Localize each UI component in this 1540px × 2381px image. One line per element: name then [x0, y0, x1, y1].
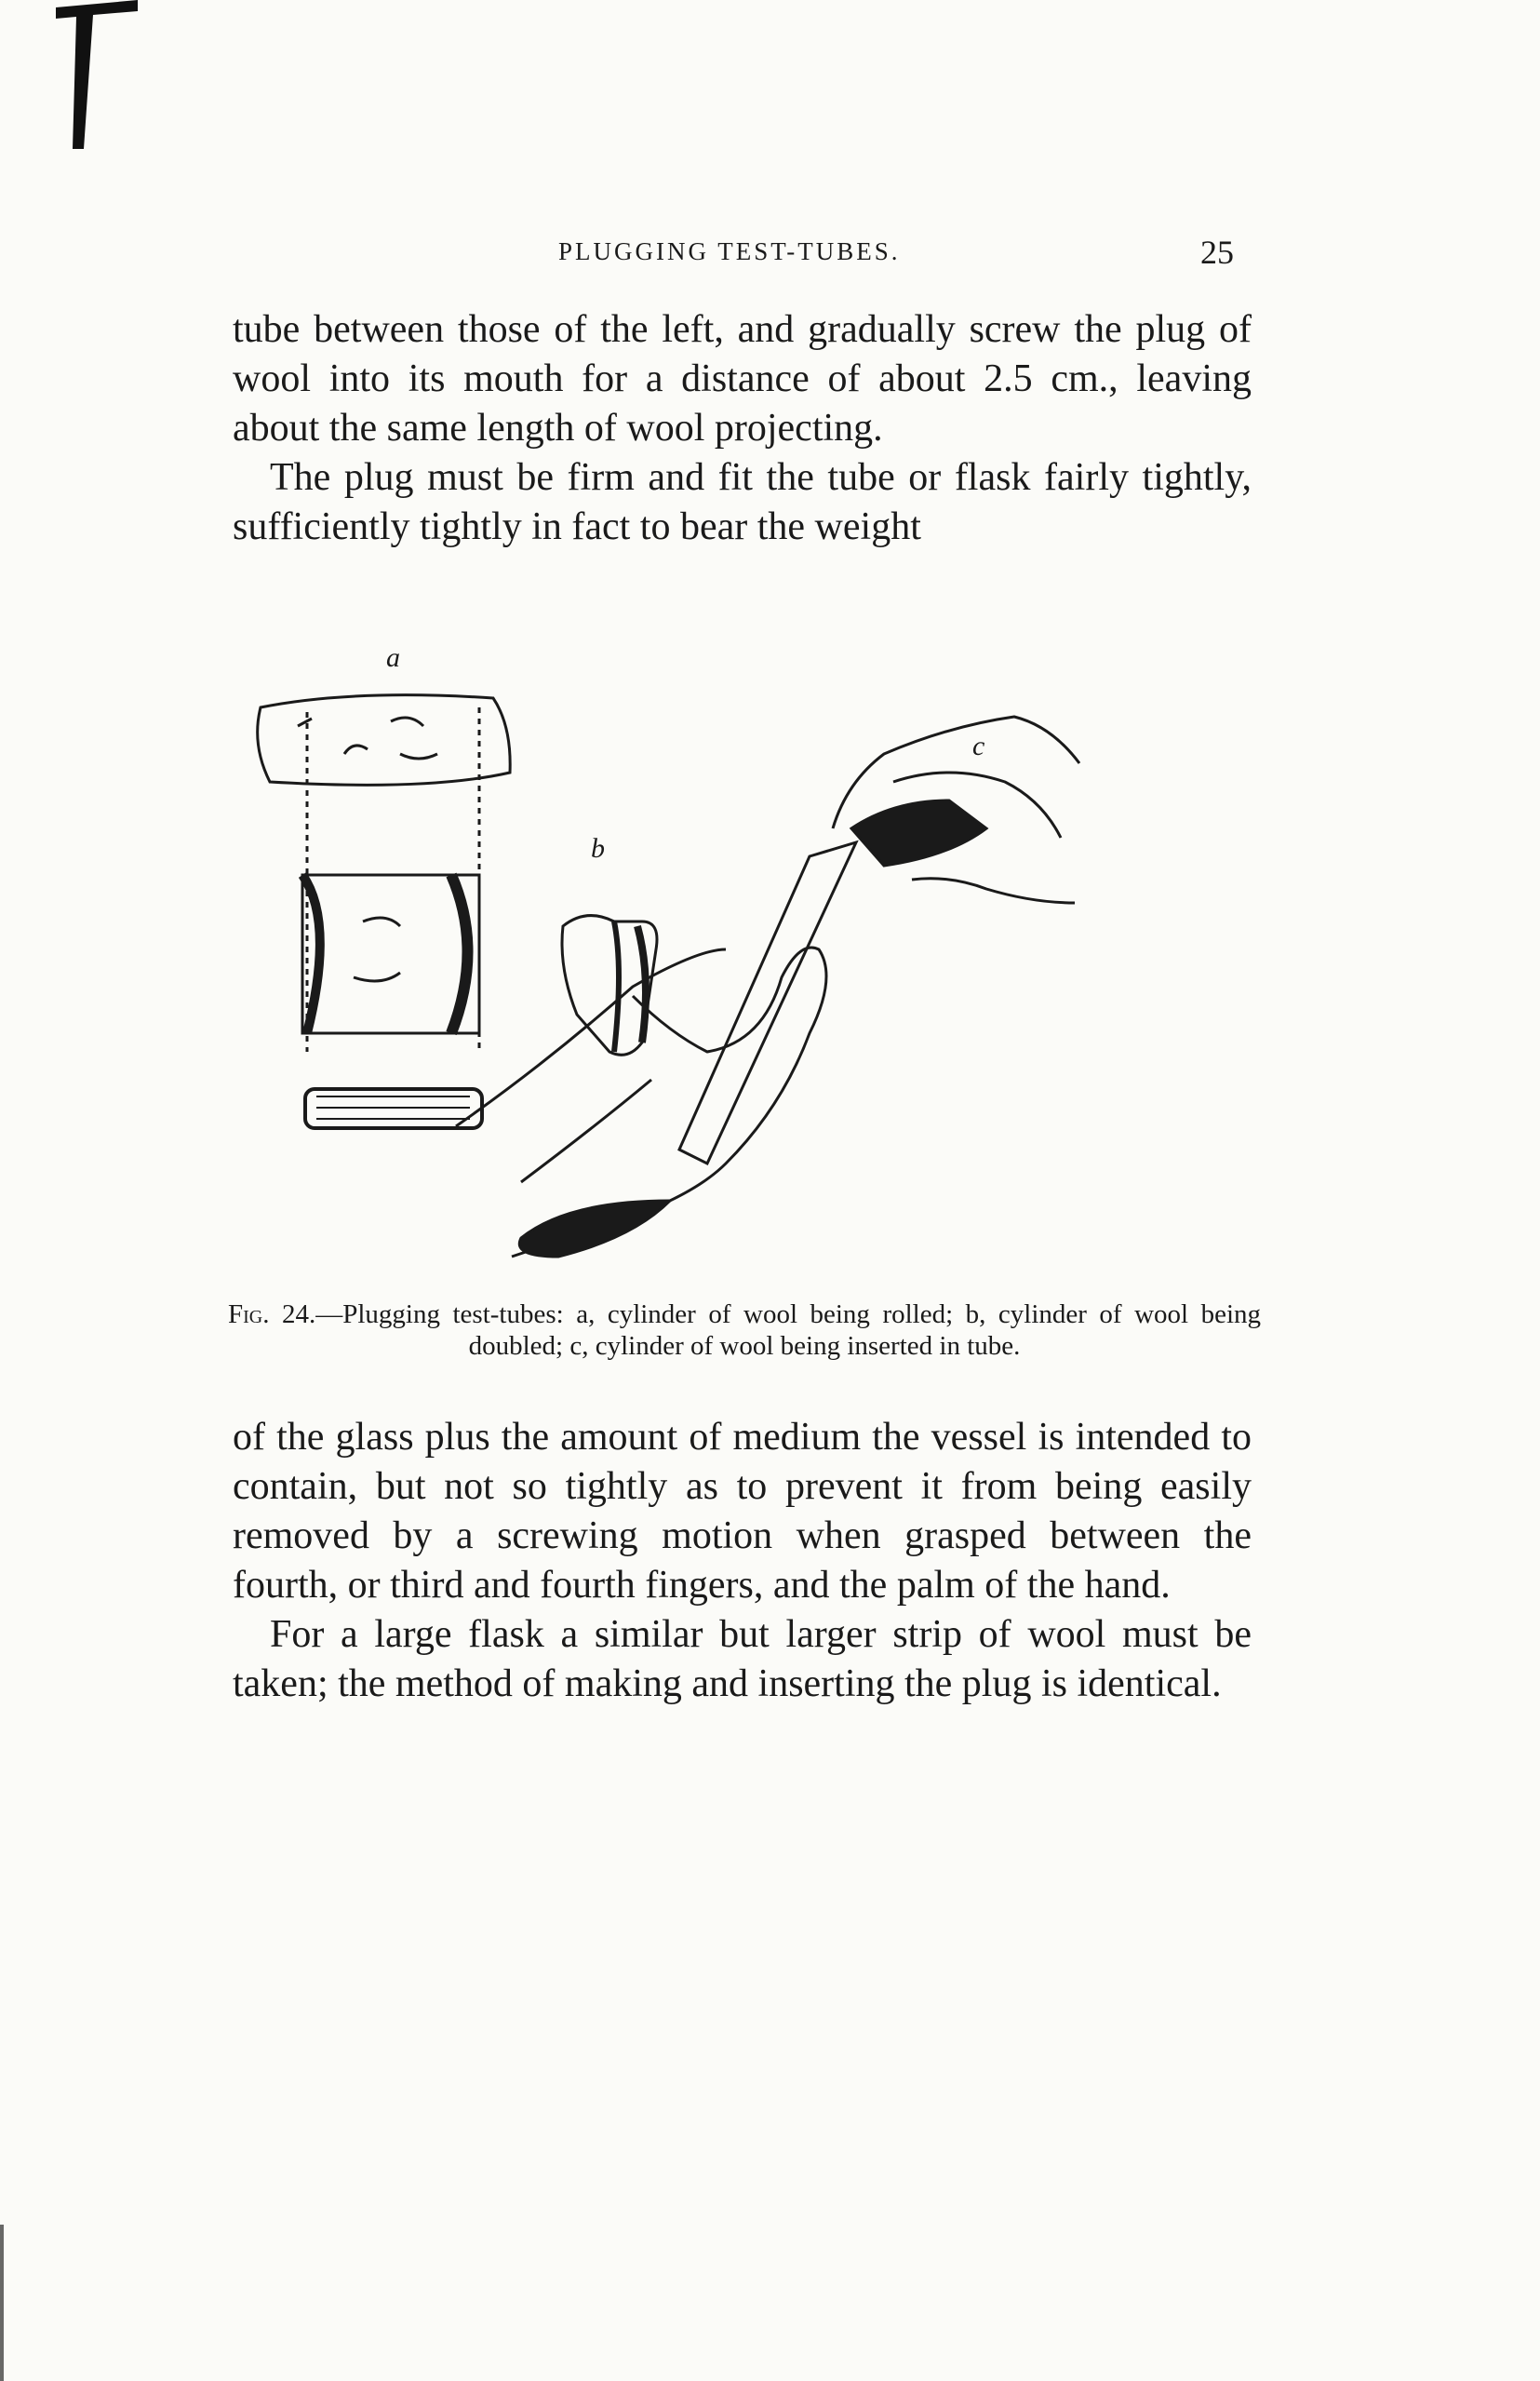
text-block-bottom: [233, 1413, 1252, 1709]
figure-caption: [228, 1298, 1261, 1362]
figure-label-b: b: [591, 833, 605, 864]
figure-label-c: c: [972, 731, 985, 761]
wool-strip-flat: [258, 695, 511, 786]
scan-edge-line: [0, 2225, 4, 2381]
paragraph: The plug must be firm and fit the tube or flask fairly tightly, sufficiently tightly in fact to bear the weight: [233, 456, 1252, 548]
figure-caption-text: —Plugging test-tubes: a, cylinder of wool being rolled; b, cylinder of wool being doubled; c, cylinder of wool being inserted in tube.: [315, 1299, 1262, 1361]
scan-artifact-mark: [56, 0, 140, 149]
tube-base: [519, 1201, 670, 1257]
figure-24: [242, 642, 1284, 1303]
running-title: PLUGGING TEST-TUBES.: [558, 237, 901, 265]
page-number: 25: [1200, 234, 1234, 271]
paragraph: For a large flask a similar but larger strip of wool must be taken; the method of making and inserting the plug is identical.: [233, 1613, 1252, 1705]
figure-label-a: a: [386, 642, 400, 673]
paragraph: of the glass plus the amount of medium the vessel is intended to contain, but not so tightly as to prevent it from being easily removed by a screwing motion when grasped between the fourth, or third and fourth fingers, and the palm of the hand.: [233, 1416, 1252, 1607]
paragraph: tube between those of the left, and gradually screw the plug of wool into its mouth for a distance of about 2.5 cm., leaving about the same length of wool projecting.: [233, 308, 1252, 450]
text-block-top: [233, 305, 1252, 552]
wool-strip-rolled: [302, 875, 479, 1033]
figure-illustration: [242, 642, 1284, 1303]
wool-plug-insert: [851, 800, 986, 866]
figure-caption-number: Fig. 24.: [228, 1299, 316, 1329]
